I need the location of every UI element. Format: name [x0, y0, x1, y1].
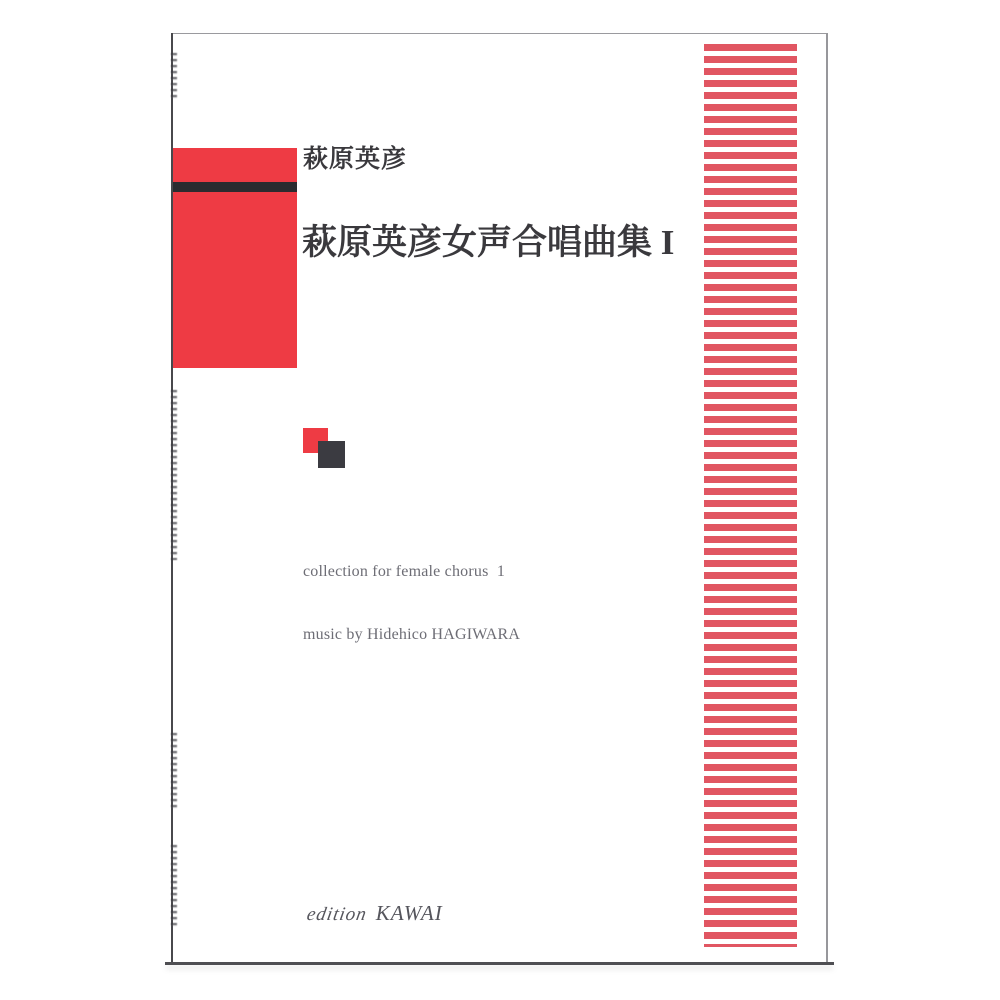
- english-subtitle-line2: music by Hidehico HAGIWARA: [303, 626, 521, 643]
- spine-text-artifact: [171, 733, 177, 808]
- publisher-kawai-text: KAWAI: [375, 901, 443, 925]
- page-right-edge: [826, 33, 828, 963]
- spine-text-artifact: [171, 53, 177, 98]
- page-bottom-edge-shadow: [165, 962, 834, 965]
- author-name: 萩原英彦: [303, 145, 408, 173]
- black-bar: [173, 182, 297, 192]
- spine-text-artifact: [171, 845, 177, 927]
- publisher-edition-text: edition: [305, 904, 369, 925]
- book-title: 萩原英彦女声合唱曲集 I: [302, 223, 675, 262]
- publisher-logo: [307, 901, 443, 926]
- book-cover: [171, 33, 828, 963]
- spine-text-artifact: [171, 390, 177, 560]
- dark-square: [318, 441, 345, 468]
- red-stripe-pattern: [704, 44, 797, 947]
- red-accent-block: [173, 148, 297, 368]
- page-top-edge: [171, 33, 828, 34]
- english-subtitle-line1: collection for female chorus 1: [303, 563, 506, 580]
- overlapping-squares-motif: [303, 428, 349, 474]
- english-subtitle: [303, 519, 520, 687]
